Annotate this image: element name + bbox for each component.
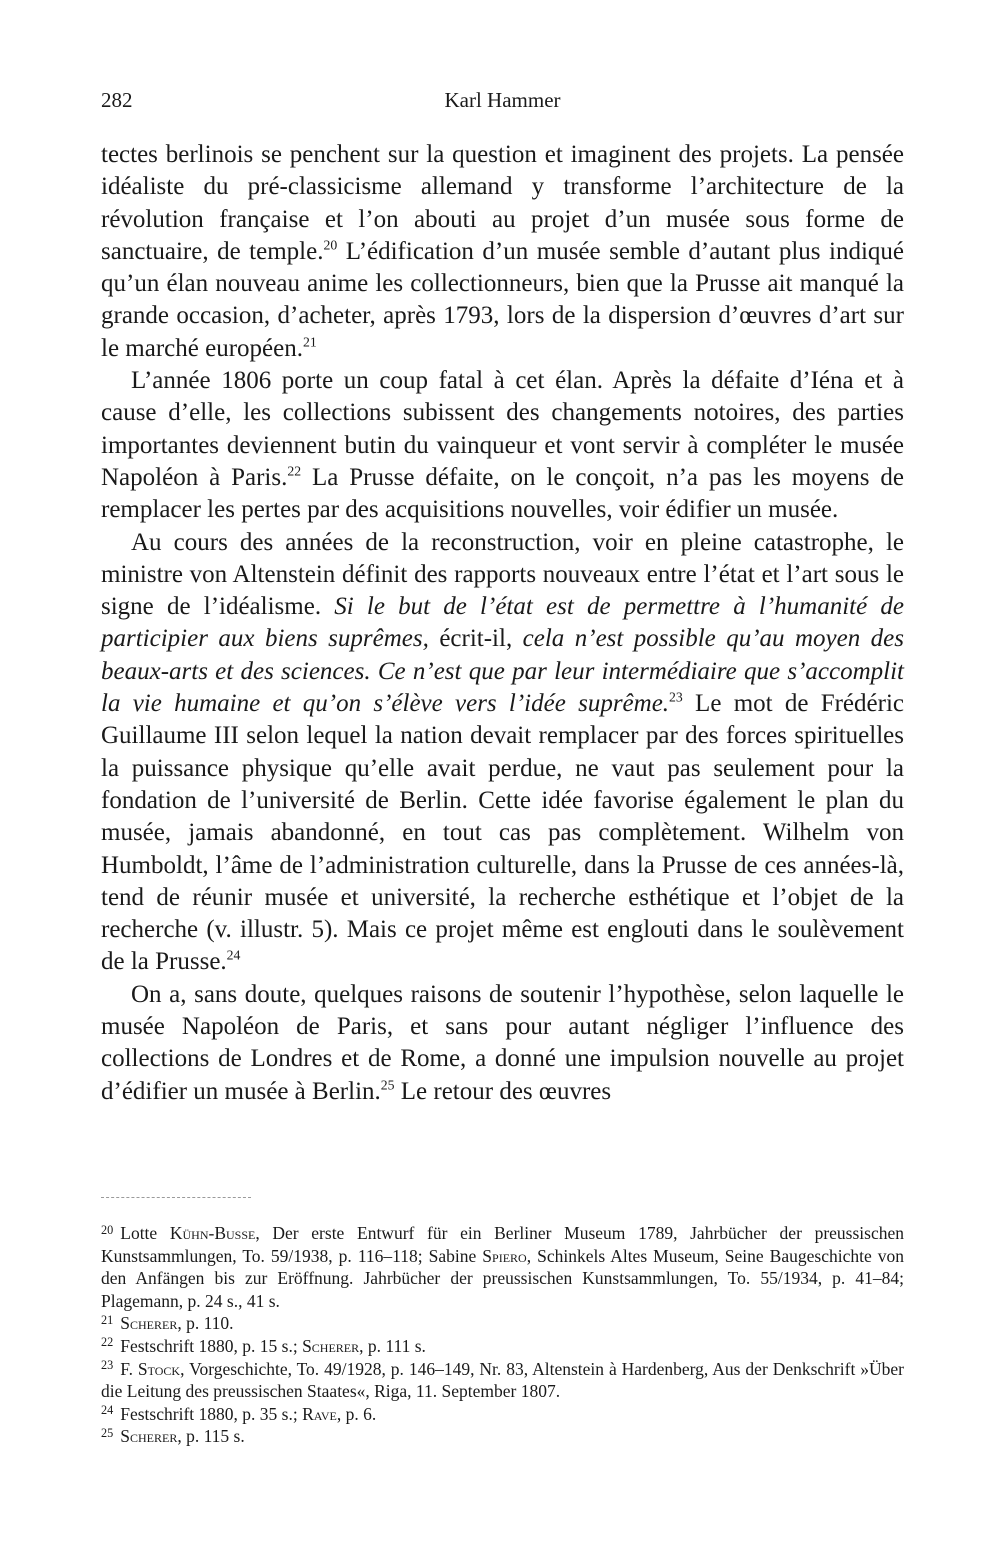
running-head	[101, 88, 904, 118]
footnote-23	[101, 1358, 904, 1403]
footnote-ref-24[interactable]: 24	[226, 947, 241, 963]
footnote-text: , Der erste Entwurf für ein Berliner Museum 1789, Jahrbücher der preussischen Kunstsammlungen, To. 59/1938, p. 116–118; Sabine	[101, 1223, 904, 1266]
footnote-ref-20[interactable]: 20	[323, 237, 338, 253]
author-name: Scherer	[120, 1426, 178, 1447]
footnote-text: , Schinkels Altes Museum, Seine Baugeschichte von den Anfängen bis zur Eröffnung. Jahrbücher der preussischen Kunstsammlungen, To. 55/1934, p. 41–84; Plagemann, p. 24 s., 41 s.	[101, 1245, 904, 1311]
footnote-mark: 22	[101, 1335, 114, 1350]
footnote-mark: 24	[101, 1403, 114, 1418]
footnote-text: , p. 6.	[336, 1403, 377, 1424]
footnote-mark: 25	[101, 1425, 114, 1440]
footnote-text: , p. 115 s.	[177, 1426, 245, 1447]
author-name: Rave	[302, 1403, 337, 1424]
body-text	[101, 139, 904, 1108]
footnote-ref-21[interactable]: 21	[302, 334, 317, 350]
paragraph-1	[101, 139, 904, 365]
paragraph-2	[101, 365, 904, 526]
paragraph-text: On a, sans doute, quelques raisons de soutenir l’hypothèse, selon laquelle le musée Napoléon de Paris, et sans pour autant négliger l’influence des collections de Londres et de Rome, a donné une impulsion nouvelle au projet d’édifier un musée à Berlin.	[101, 980, 904, 1105]
running-title: Karl Hammer	[444, 88, 561, 112]
paragraph-text: L’édification d’un musée semble d’autant plus indiqué qu’un élan nouveau anime les collectionneurs, bien que la Prusse ait manqué la grande occasion, d’acheter, après 1793, lors de la dispersion d’œuvres d’art sur le marché européen.	[101, 237, 904, 362]
paragraph-text: Le retour des œuvres	[394, 1077, 612, 1105]
footnote-24	[101, 1403, 904, 1426]
paragraph-text: Au cours des années de la reconstruction, voir en pleine catastrophe, le ministre von Altenstein définit des rapports nouveaux entre l’état et l’art sous le signe de l’idéalisme.	[101, 528, 904, 621]
footnotes	[101, 1222, 904, 1448]
footnote-ref-23[interactable]: 23	[669, 689, 683, 705]
quotation-italic: cela n’est possible qu’au moyen des beaux-arts et des sciences. Ce n’est que par leur intermédiaire que s’accomplit la vie humaine et qu’on s’élève vers l’idée suprême.	[101, 625, 905, 718]
paragraph-3	[101, 527, 904, 979]
paragraph-text: Le mot de Frédéric Guillaume III selon lequel la nation devait remplacer par des forces spirituelles la puissance physique qu’elle avait perdue, ne vaut pas seulement pour la fondation de l’université de Berlin. Cette idée favorise également le plan du musée, jamais abandonné, en tout cas pas complètement. Wilhelm von Humboldt, l’âme de l’administration culturelle, dans la Prusse de ces années-là, tend de réunir musée et université, la recherche esthétique et l’objet de la recherche (v. illustr. 5). Mais ce projet même est englouti dans le soulèvement de la Prusse.	[101, 690, 904, 976]
footnote-text: F.	[120, 1358, 138, 1379]
footnote-text: , p. 110.	[177, 1313, 234, 1334]
paragraph-text: tectes berlinois se penchent sur la question et imaginent des projets. La pensée idéaliste du pré-classicisme allemand y transforme l’architecture de la révolution française et l’on abouti au projet d’un musée sous forme de sanctuaire, de temple.	[101, 141, 904, 265]
footnote-text: Lotte	[120, 1223, 170, 1243]
footnote-mark: 21	[101, 1312, 114, 1327]
author-name: Stock	[137, 1358, 181, 1379]
paragraph-4	[101, 979, 904, 1108]
footnote-text: Festschrift 1880, p. 15 s.;	[120, 1335, 303, 1356]
author-name: Scherer	[302, 1335, 360, 1356]
footnote-ref-25[interactable]: 25	[380, 1076, 395, 1092]
footnote-mark: 23	[101, 1358, 114, 1373]
footnote-20	[101, 1222, 904, 1312]
footnote-21	[101, 1312, 904, 1335]
footnote-ref-22[interactable]: 22	[287, 463, 302, 479]
page-number: 282	[101, 88, 133, 112]
footnote-text: Festschrift 1880, p. 35 s.;	[120, 1403, 303, 1424]
paragraph-text: écrit-il,	[428, 625, 523, 653]
paragraph-text: L’année 1806 porte un coup fatal à cet élan. Après la défaite d’Iéna et à cause d’elle, les collections subissent des changements notoires, des parties importantes deviennent butin du vainqueur et vont servir à compléter le musée Napoléon à Paris.	[101, 367, 904, 491]
footnote-22	[101, 1335, 904, 1358]
footnote-text: , Vorgeschichte, To. 49/1928, p. 146–149, Nr. 83, Altenstein à Hardenberg, Aus der Denkschrift »Über die Leitung des preussischen Staates«, Riga, 11. September 1807.	[101, 1358, 904, 1402]
author-name: Scherer	[120, 1313, 178, 1334]
quotation-italic: Si le but de l’état est de permettre à l’humanité de participier aux biens suprêmes,	[101, 593, 904, 653]
footnote-mark: 20	[101, 1222, 114, 1237]
footnote-25	[101, 1425, 904, 1448]
footnote-divider	[101, 1197, 251, 1198]
paragraph-text: La Prusse défaite, on le conçoit, n’a pas les moyens de remplacer les pertes par des acquisitions nouvelles, voir édifier un musée.	[101, 463, 905, 524]
author-name: Kühn-Busse	[169, 1223, 256, 1243]
author-name: Spiero	[482, 1245, 527, 1266]
footnote-text: , p. 111 s.	[359, 1335, 426, 1356]
